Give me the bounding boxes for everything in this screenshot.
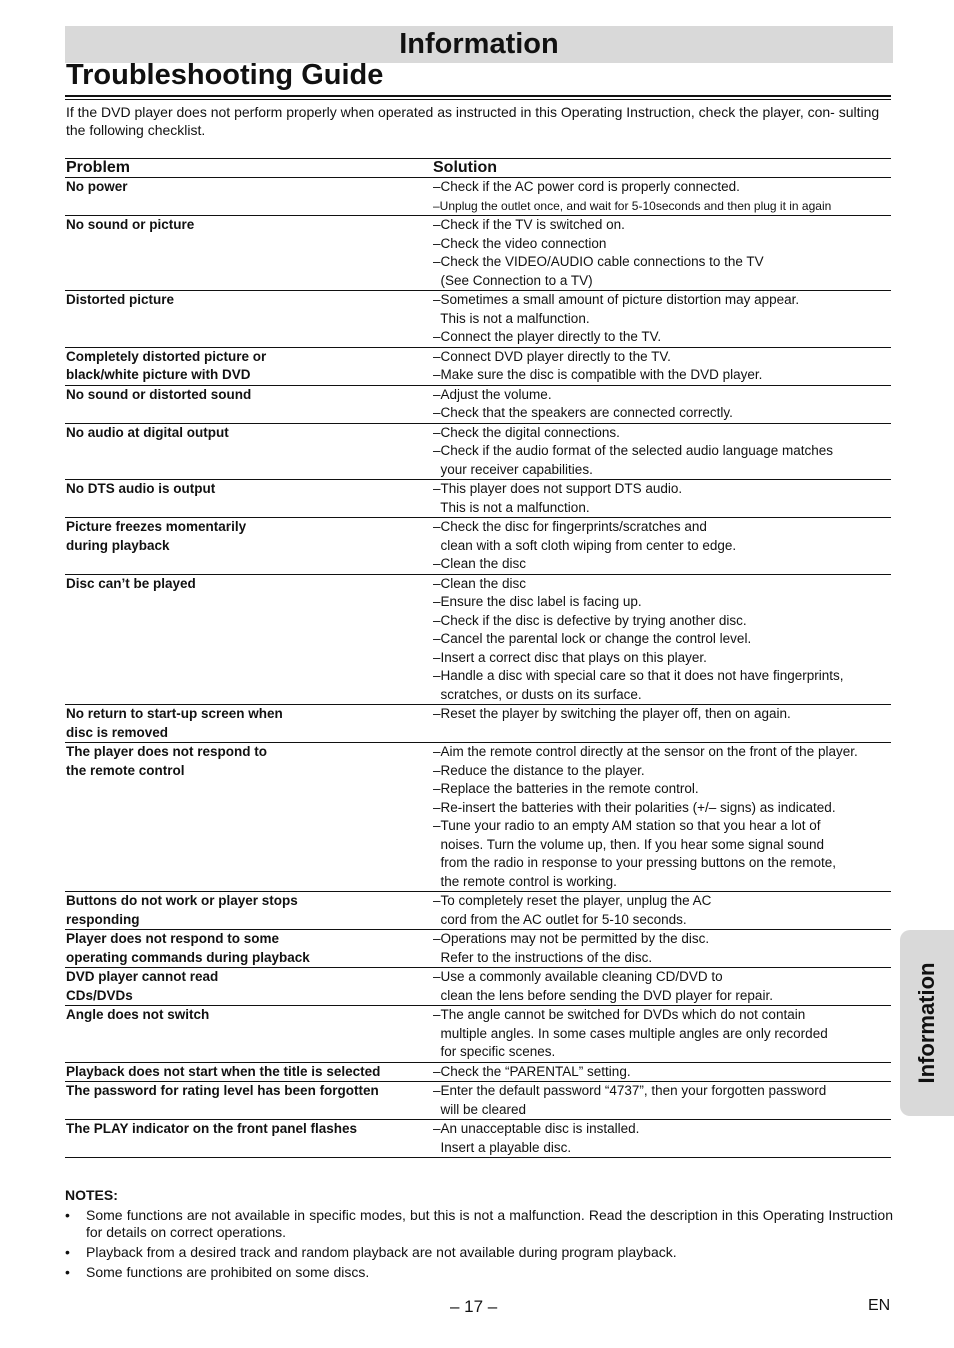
solution-cell	[432, 347, 891, 385]
solution-line: –Unplug the outlet once, and wait for 5-10seconds and then plug it in again	[433, 198, 832, 213]
page-number: – 17 –	[450, 1297, 498, 1316]
solution-line: –Reduce the distance to the player.	[433, 762, 645, 778]
solution-cell	[432, 574, 891, 705]
problem-cell: No audio at digital output	[66, 424, 229, 440]
solution-line: –Sometimes a small amount of picture distortion may appear.	[433, 292, 800, 307]
solution-line: the remote control is working.	[433, 873, 617, 889]
solution-line: –Clean the disc	[433, 575, 527, 591]
problem-cell: The password for rating level has been forgotten	[66, 1083, 379, 1098]
problem-cell: Disc can’t be played	[66, 575, 196, 591]
solution-cell	[432, 423, 891, 480]
problem-cell: Player does not respond to some operating commands during playback	[66, 931, 310, 965]
solution-line: from the radio in response to your pressing buttons on the remote,	[433, 855, 836, 870]
table-row	[65, 1082, 891, 1120]
solution-cell	[432, 968, 891, 1006]
solution-line: noises. Turn the volume up, then. If you hear some signal sound	[433, 836, 824, 852]
solution-line: –The angle cannot be switched for DVDs which do not contain	[433, 1007, 806, 1022]
solution-cell	[432, 518, 891, 575]
problem-cell: The PLAY indicator on the front panel flashes	[66, 1121, 358, 1136]
problem-cell: Completely distorted picture or black/white picture with DVD	[66, 348, 267, 382]
table-row	[65, 892, 891, 930]
table-row	[65, 518, 891, 575]
solution-line: This is not a malfunction.	[433, 499, 590, 515]
solution-line: –Check the disc for fingerprints/scratches and	[433, 519, 707, 534]
solution-cell	[432, 892, 891, 930]
solution-line: multiple angles. In some cases multiple angles are only recorded	[433, 1025, 828, 1041]
solution-line: –Check the digital connections.	[433, 424, 620, 440]
table-body	[65, 178, 891, 1158]
solution-cell	[432, 930, 891, 968]
problem-cell: DVD player cannot read CDs/DVDs	[66, 969, 219, 1003]
solution-line: will be cleared	[433, 1101, 527, 1117]
solution-cell	[432, 705, 891, 743]
problem-cell: Playback does not start when the title is selected	[66, 1063, 381, 1079]
table-row	[65, 968, 891, 1006]
solution-line: –Re-insert the batteries with their polarities (+/– signs) as indicated.	[433, 799, 836, 815]
page-title: Troubleshooting Guide	[66, 59, 384, 91]
solution-cell	[432, 1062, 891, 1082]
problem-cell: No sound or distorted sound	[66, 386, 252, 402]
solution-line: –Adjust the volume.	[433, 386, 552, 402]
solution-line: –Replace the batteries in the remote control.	[433, 781, 699, 796]
solution-line: –Clean the disc	[433, 556, 527, 571]
solution-line: cord from the AC outlet for 5-10 seconds.	[433, 911, 687, 927]
solution-cell	[432, 216, 891, 291]
table-row	[65, 1062, 891, 1082]
problem-cell: Angle does not switch	[66, 1007, 210, 1022]
solution-cell	[432, 178, 891, 216]
note-item: • Playback from a desired track and random playback are not available during program playback.	[65, 1244, 893, 1261]
solution-line: –Check the VIDEO/AUDIO cable connections to the TV	[433, 254, 764, 269]
solution-line: (See Connection to a TV)	[433, 272, 593, 288]
solution-line: –Check if the audio format of the selected audio language matches	[433, 443, 834, 458]
notes-title: NOTES:	[65, 1187, 118, 1203]
solution-cell	[432, 385, 891, 423]
table-row	[65, 216, 891, 291]
solution-line: –Reset the player by switching the player off, then on again.	[433, 706, 791, 721]
table-row	[65, 480, 891, 518]
solution-line: clean the lens before sending the DVD player for repair.	[433, 987, 773, 1003]
solution-line: –Enter the default password “4737”, then your forgotten password	[433, 1083, 827, 1098]
table-row	[65, 930, 891, 968]
problem-cell: The player does not respond to the remote control	[66, 744, 268, 778]
note-item: • Some functions are not available in specific modes, but this is not a malfunction. Read the description in this Operating Instruction for details on correct operations.	[65, 1207, 893, 1241]
table-row	[65, 705, 891, 743]
title-rule-thick	[65, 95, 891, 97]
solution-line: scratches, or dusts on its surface.	[433, 686, 642, 702]
solution-line: –Operations may not be permitted by the disc.	[433, 931, 710, 946]
solution-line: –Check the video connection	[433, 235, 607, 251]
solution-line: –Make sure the disc is compatible with the DVD player.	[433, 367, 763, 382]
table-row	[65, 178, 891, 216]
troubleshooting-table	[65, 158, 891, 1158]
problem-column-header: Problem	[66, 159, 131, 176]
problem-cell: No sound or picture	[66, 217, 195, 232]
solution-line: This is not a malfunction.	[433, 310, 590, 326]
problem-cell: Picture freezes momentarily during playback	[66, 519, 247, 553]
solution-line: –Cancel the parental lock or change the control level.	[433, 631, 752, 646]
notes-list	[65, 1207, 893, 1284]
solution-cell	[432, 480, 891, 518]
table-row	[65, 1006, 891, 1063]
solution-line: Refer to the instructions of the disc.	[433, 949, 653, 965]
solution-line: –Use a commonly available cleaning CD/DVD to	[433, 969, 723, 984]
table-row	[65, 385, 891, 423]
solution-line: Insert a playable disc.	[433, 1139, 572, 1155]
solution-line: your receiver capabilities.	[433, 461, 593, 477]
solution-cell	[432, 1120, 891, 1158]
solution-line: –Connect the player directly to the TV.	[433, 329, 662, 344]
solution-line: –Connect DVD player directly to the TV.	[433, 348, 671, 364]
table-row	[65, 423, 891, 480]
solution-line: –Check if the AC power cord is properly connected.	[433, 179, 740, 194]
solution-line: –An unacceptable disc is installed.	[433, 1121, 640, 1136]
problem-cell: No return to start-up screen when disc is removed	[66, 706, 283, 740]
table-row	[65, 743, 891, 892]
solution-line: clean with a soft cloth wiping from center to edge.	[433, 537, 737, 553]
solution-cell	[432, 1006, 891, 1063]
solution-line: for specific scenes.	[433, 1044, 556, 1059]
title-rule-thin	[65, 99, 891, 100]
solution-line: –Check that the speakers are connected correctly.	[433, 405, 733, 420]
side-tab-information	[900, 930, 954, 1116]
intro-paragraph: If the DVD player does not perform properly when operated as instructed in this Operating Instruction, check the player, con- sulting the following checklist.	[66, 104, 880, 138]
solution-cell	[432, 743, 891, 892]
table-row	[65, 574, 891, 705]
table-row	[65, 291, 891, 348]
problem-cell: Buttons do not work or player stops responding	[66, 893, 298, 927]
language-code: EN	[868, 1297, 891, 1314]
solution-line: –Ensure the disc label is facing up.	[433, 594, 642, 609]
solution-line: –Check if the TV is switched on.	[433, 217, 625, 232]
solution-line: –Handle a disc with special care so that it does not have fingerprints,	[433, 668, 844, 683]
solution-column-header: Solution	[433, 159, 497, 176]
problem-cell: Distorted picture	[66, 292, 175, 307]
table-row	[65, 347, 891, 385]
note-item: • Some functions are prohibited on some discs.	[65, 1264, 893, 1281]
solution-line: –Insert a correct disc that plays on this player.	[433, 649, 707, 665]
solution-line: –To completely reset the player, unplug the AC	[433, 893, 712, 908]
side-tab-label: Information	[914, 962, 939, 1084]
solution-cell	[432, 1082, 891, 1120]
solution-line: –Aim the remote control directly at the sensor on the front of the player.	[433, 744, 858, 759]
table-header-row	[65, 159, 891, 178]
solution-line: –Check if the disc is defective by trying another disc.	[433, 612, 747, 628]
table-row	[65, 1120, 891, 1158]
solution-line: –Tune your radio to an empty AM station so that you hear a lot of	[433, 818, 821, 833]
solution-line: –Check the “PARENTAL” setting.	[433, 1063, 631, 1079]
problem-cell: No power	[66, 179, 128, 194]
solution-line: –This player does not support DTS audio.	[433, 481, 683, 496]
solution-cell	[432, 291, 891, 348]
section-header-band: Information	[65, 26, 893, 63]
problem-cell: No DTS audio is output	[66, 481, 216, 496]
